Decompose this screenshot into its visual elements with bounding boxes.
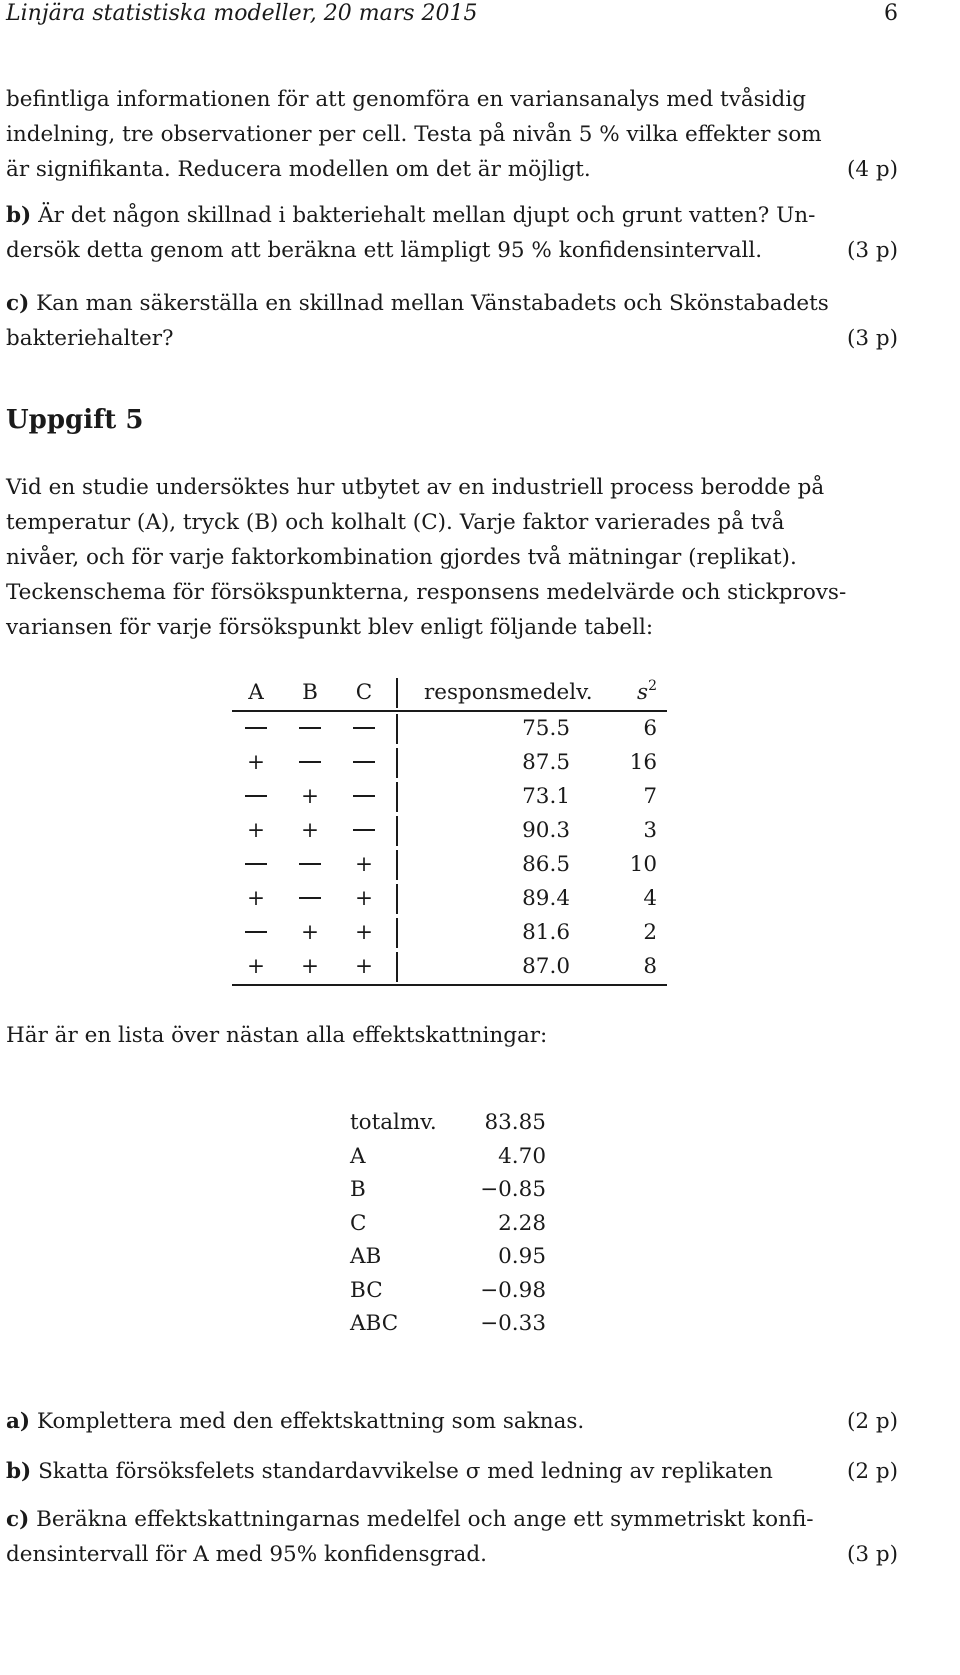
question-label: a) [6,1409,31,1434]
effect-row [350,1207,560,1241]
sign-c: + [354,954,373,979]
column-divider [396,782,398,812]
design-table [232,676,667,979]
table-row [232,882,667,916]
effect-value: −0.33 [480,1311,546,1336]
section-paragraph [6,470,898,645]
effect-value: 2.28 [498,1210,546,1236]
header-c: C [355,680,373,705]
response-mean: 90.3 [522,818,570,843]
header-title: Linjära statistiska modeller, 20 mars 2015 [6,1,478,26]
minus-sign [353,761,375,763]
effects-intro [6,1018,898,1053]
question-5b [6,1454,898,1489]
question-text: bakteriehalter? [6,326,174,351]
table-row [232,712,667,746]
column-divider [396,918,398,948]
column-divider [396,884,398,914]
intro-line: indelning, tre observationer per cell. Testa på nivån 5 % vilka effekter som [6,122,822,147]
question-label: c) [6,291,30,316]
table-bottom-rule [232,984,667,986]
intro-paragraph [6,82,898,187]
sign-a: + [246,954,265,979]
sign-b [298,882,322,916]
page-header [0,0,898,40]
sample-variance: 7 [643,784,657,809]
sign-c: + [354,852,373,877]
effect-label: A [350,1143,366,1169]
question-text: densintervall för A med 95% konfidensgrad. [6,1542,487,1567]
question-text: Komplettera med den effektskattning som saknas. [36,1409,585,1434]
column-divider [396,816,398,846]
minus-sign [299,761,321,763]
question-text: Kan man säkerställa en skillnad mellan Vänstabadets och Skönstabadets [36,291,829,316]
minus-sign [299,727,321,729]
effect-label: C [350,1210,367,1236]
column-divider [396,748,398,778]
sample-variance: 8 [643,954,657,979]
sign-a [244,848,268,882]
sign-a: + [246,818,265,843]
question-label: c) [6,1507,30,1532]
question-4c [6,286,898,356]
points-label: (3 p) [846,1542,898,1567]
sign-c: + [354,886,373,911]
table-row [232,848,667,882]
effect-row [350,1106,560,1140]
question-5c [6,1502,898,1572]
question-label: b) [6,203,32,228]
minus-sign [353,727,375,729]
column-divider [396,850,398,880]
sign-a [244,916,268,950]
sample-variance: 2 [643,920,657,945]
sign-c [352,814,376,848]
effect-label: BC [350,1277,383,1303]
effects-intro-text: Här är en lista över nästan alla effektskattningar: [6,1023,548,1048]
sign-a: + [246,750,265,775]
effect-label: B [350,1177,366,1202]
points-label: (3 p) [846,238,898,263]
response-mean: 81.6 [522,920,570,945]
table-row [232,780,667,814]
sign-b [298,746,322,780]
table-row [232,814,667,848]
table-row [232,950,667,984]
question-text: Beräkna effektskattningarnas medelfel och ange ett symmetriskt konfi- [36,1507,814,1532]
minus-sign [299,863,321,865]
sign-b [298,848,322,882]
question-label: b) [6,1459,32,1484]
response-mean: 89.4 [522,886,570,911]
effect-row [350,1140,560,1174]
sample-variance: 6 [643,716,657,741]
effect-row [350,1307,560,1341]
sign-b: + [300,954,319,979]
effect-value: −0.85 [480,1177,546,1202]
points-label: (2 p) [846,1409,898,1434]
section-line: Teckenschema för försökspunkterna, responsens medelvärde och stickprovs- [6,580,847,605]
sign-c [352,746,376,780]
effect-value: −0.98 [480,1277,546,1303]
question-4b [6,198,898,268]
section-line: variansen för varje försökspunkt blev enligt följande tabell: [6,615,654,640]
column-divider [396,714,398,744]
sample-variance: 4 [643,886,657,911]
minus-sign [245,795,267,797]
points-label: (2 p) [846,1459,898,1484]
section-line: temperatur (A), tryck (B) och kolhalt (C). Varje faktor varierades på två [6,510,785,535]
sample-variance: 16 [629,750,657,775]
sign-c [352,712,376,746]
response-mean: 87.5 [522,750,570,775]
sign-a [244,780,268,814]
effect-label: totalmv. [350,1110,437,1135]
sign-b: + [300,920,319,945]
question-text: dersök detta genom att beräkna ett lämpligt 95 % konfidensintervall. [6,238,763,263]
minus-sign [353,829,375,831]
sign-c: + [354,920,373,945]
effect-label: AB [350,1244,382,1269]
minus-sign [245,863,267,865]
section-heading: Uppgift 5 [6,405,144,435]
effect-label: ABC [350,1311,399,1336]
question-text: Skatta försöksfelets standardavvikelse σ med ledning av replikaten [38,1459,773,1484]
minus-sign [245,931,267,933]
header-b: B [302,680,318,705]
effect-value: 83.85 [484,1110,546,1135]
effects-table [350,1106,560,1341]
response-mean: 73.1 [522,784,570,809]
sign-b [298,712,322,746]
table-row [232,746,667,780]
header-variance: $s^2$ [637,678,657,705]
points-label: (4 p) [846,157,898,182]
section-line: Vid en studie undersöktes hur utbytet av en industriell process berodde på [6,475,825,500]
points-label: (3 p) [846,326,898,351]
sign-b: + [300,784,319,809]
page-number: 6 [884,1,898,26]
minus-sign [245,727,267,729]
effect-row [350,1274,560,1308]
minus-sign [353,795,375,797]
effect-row [350,1240,560,1274]
effect-row [350,1173,560,1207]
effect-value: 4.70 [498,1143,546,1169]
effect-value: 0.95 [498,1244,546,1269]
header-a: A [248,680,264,705]
question-5a [6,1404,898,1439]
question-text: Är det någon skillnad i bakteriehalt mellan djupt och grunt vatten? Un- [38,203,816,228]
sign-a: + [246,886,265,911]
response-mean: 75.5 [522,716,570,741]
section-line: nivåer, och för varje faktorkombination gjordes två mätningar (replikat). [6,545,797,570]
minus-sign [299,897,321,899]
table-header-row [232,676,667,710]
sample-variance: 10 [629,852,657,877]
table-body [232,712,667,984]
intro-line: befintliga informationen för att genomföra en variansanalys med tvåsidig [6,87,806,112]
sign-b: + [300,818,319,843]
response-mean: 86.5 [522,852,570,877]
intro-line: är signifikanta. Reducera modellen om det är möjligt. [6,157,591,182]
header-response: responsmedelv. [424,680,593,705]
sample-variance: 3 [643,818,657,843]
column-divider [396,952,398,982]
sign-a [244,712,268,746]
table-row [232,916,667,950]
column-divider [396,678,398,708]
sign-c [352,780,376,814]
response-mean: 87.0 [522,954,570,979]
